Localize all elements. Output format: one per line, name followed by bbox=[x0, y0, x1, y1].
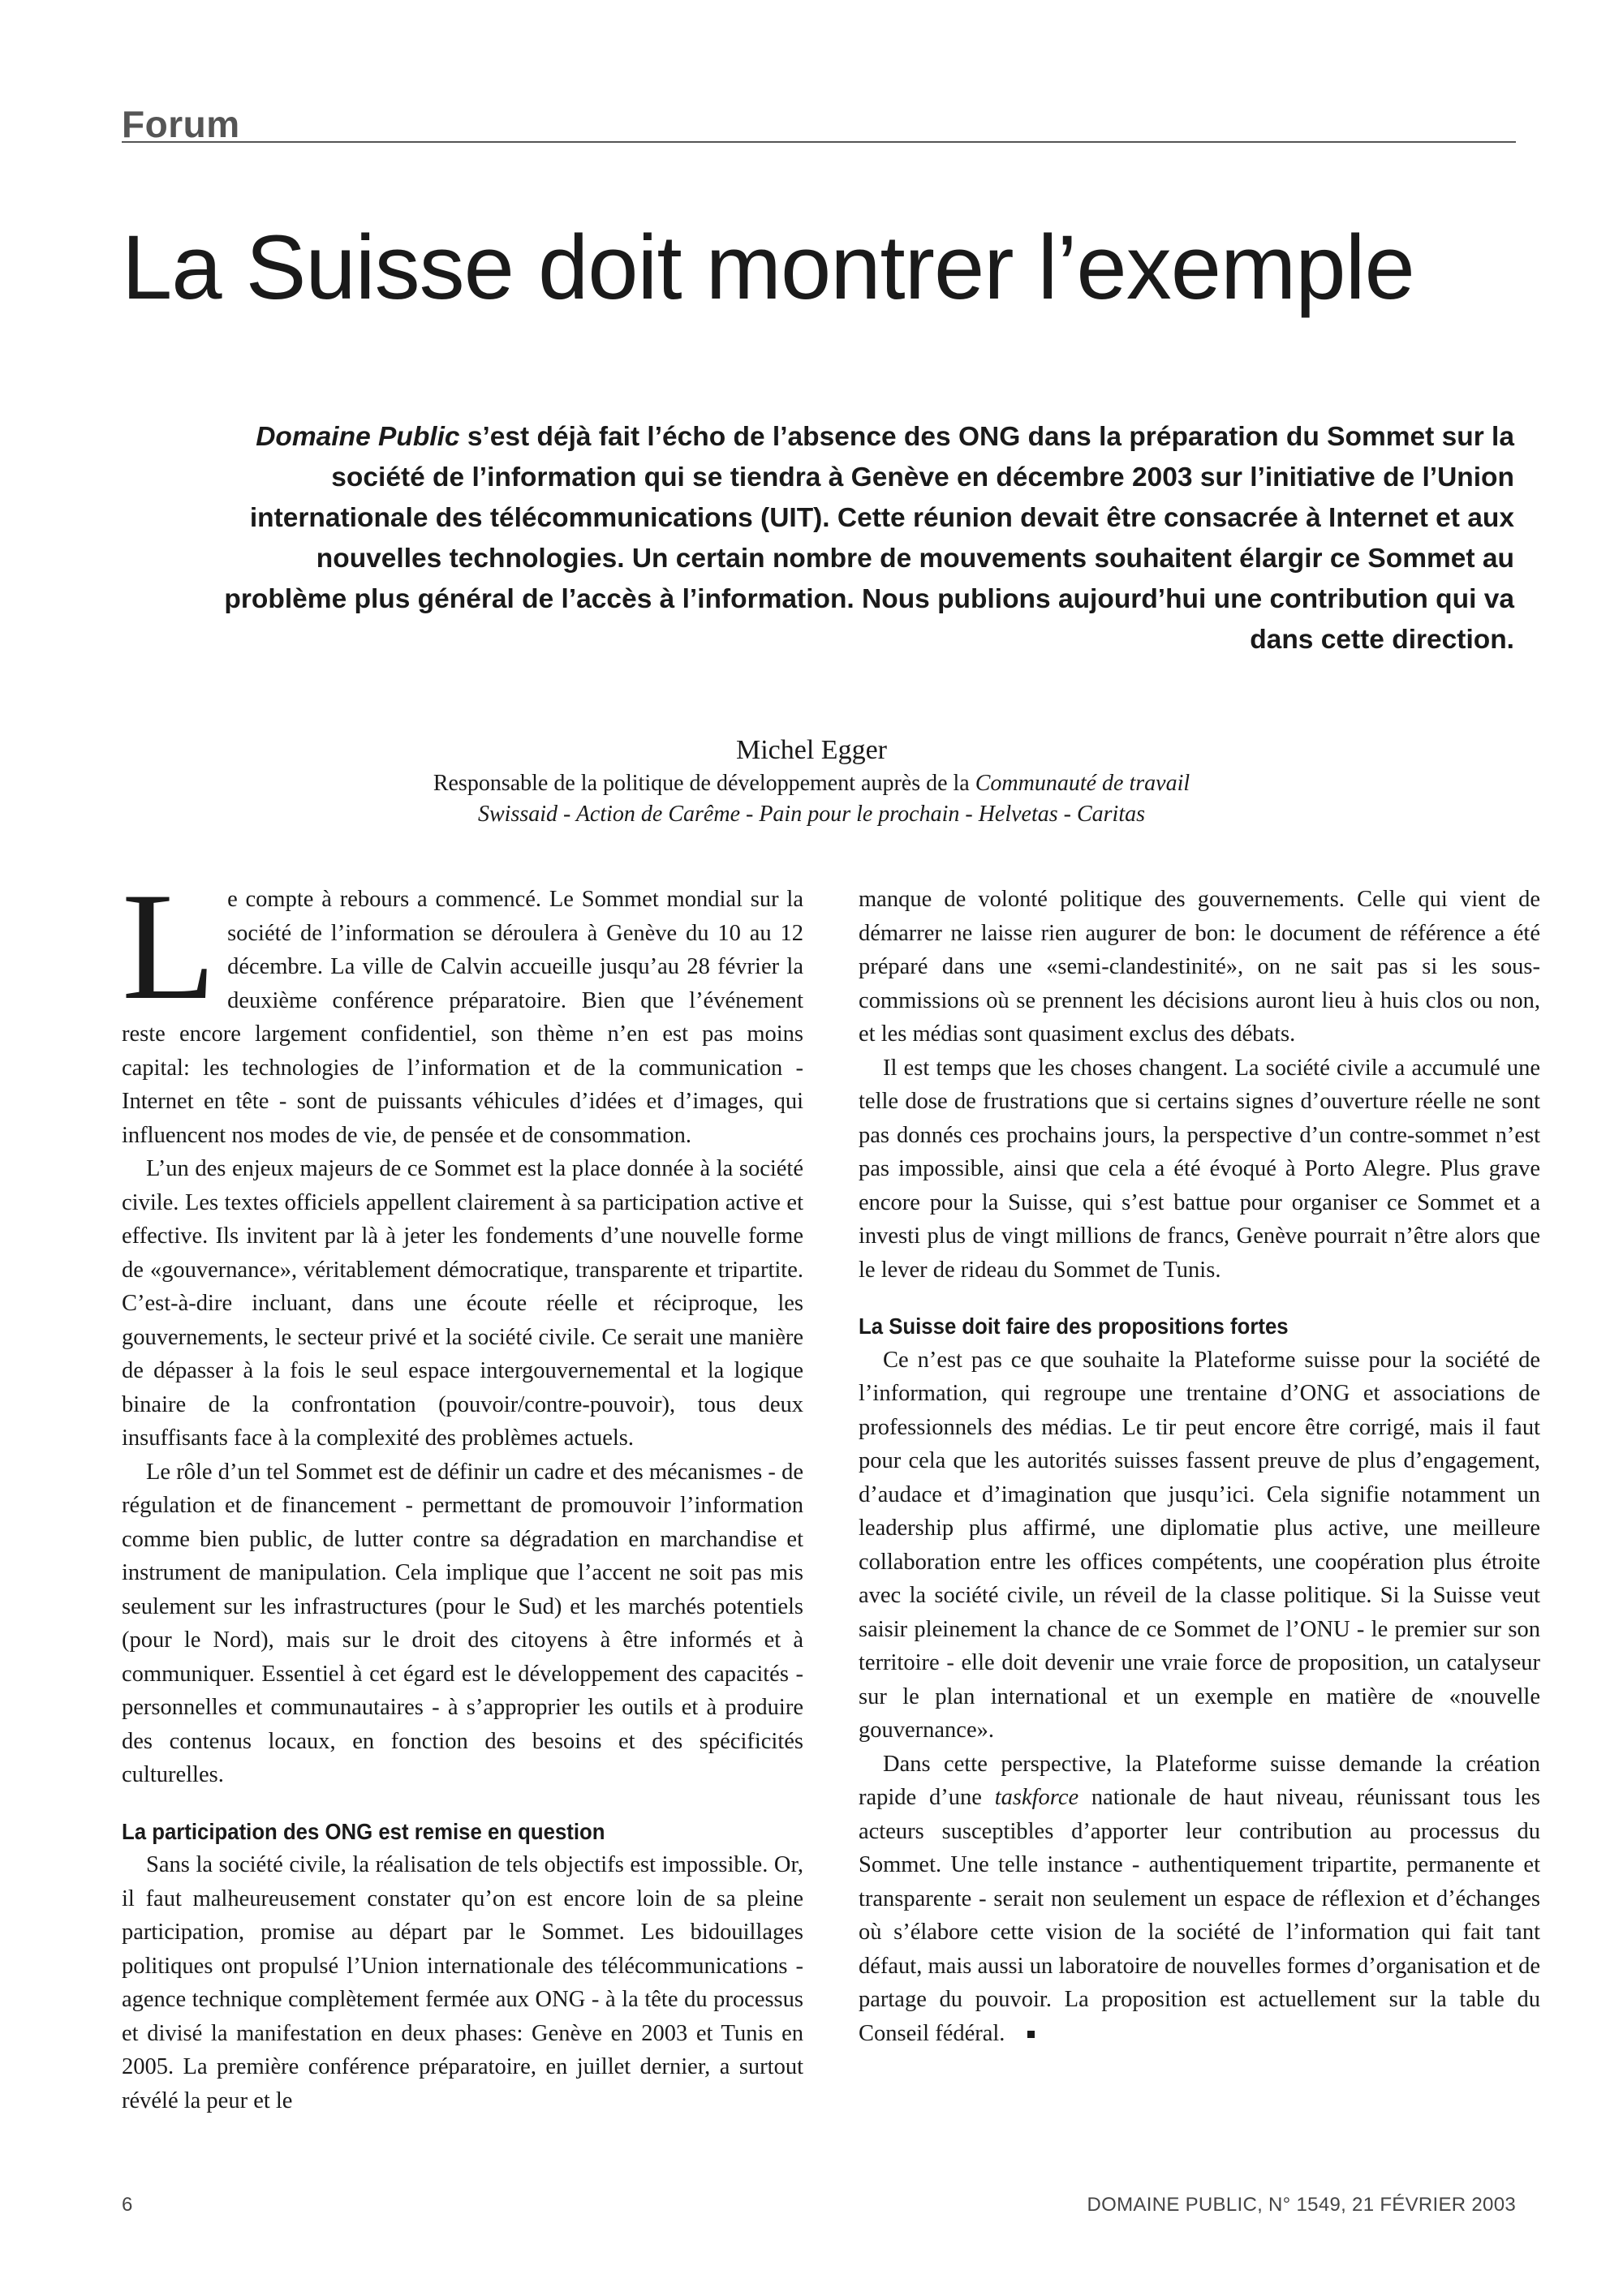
author-role-prefix: Responsable de la politique de développement auprès de la bbox=[433, 771, 975, 796]
section-divider bbox=[122, 141, 1516, 143]
paragraph-text: nationale de haut niveau, réunissant tous les acteurs susceptibles d’apporter leur contribution au processus du Sommet. Une telle instance - authentiquement tripartite, permanente et transparente - serait non seulement un espace de réflexion et d’échanges où s’élabore cette vision de la société de l’information qui fait tant défaut, mais aussi un laboratoire de nouvelles formes d’organisation et de partage du pouvoir. La proposition est actuellement sur la table du Conseil fédéral. bbox=[859, 1785, 1540, 2046]
body-column-right bbox=[859, 883, 1540, 2050]
author-organization: Communauté de travail bbox=[975, 771, 1190, 796]
body-paragraph: Il est temps que les choses changent. La société civile a accumulé une telle dose de frustrations que si certains signes d’ouverture réelle ne sont pas donnés ces prochains jours, la perspective d’un contre-sommet n’est pas impossible, ainsi que cela a été évoqué à Porto Alegre. Plus grave encore pour la Suisse, qui s’est battue pour organiser ce Sommet et a investi plus de vingt millions de francs, Genève pourrait n’être alors que le lever de rideau du Sommet de Tunis. bbox=[859, 1055, 1540, 1283]
section-label: Forum bbox=[122, 103, 240, 145]
body-column-left bbox=[122, 862, 803, 2118]
body-paragraph: L’un des enjeux majeurs de ce Sommet est la place donnée à la société civile. Les textes officiels appellent clairement à sa participation active et effective. Ils invitent par là à jeter les fondements d’une nouvelle forme de «gouvernance», véritablement démocratique, transparente et tripartite. C’est-à-dire incluant, dans une écoute réelle et réciproque, les gouvernements, le secteur privé et la société civile. Ce serait une manière de dépasser à la fois le seul espace intergouvernemental et la logique binaire de la confrontation (pouvoir/contre-pouvoir), tous deux insuffisants face à la complexité des problèmes actuels. bbox=[122, 1156, 803, 1451]
body-paragraph bbox=[122, 862, 803, 1152]
end-of-article-mark bbox=[1027, 2031, 1035, 2038]
subheading: La participation des ONG est remise en question bbox=[122, 1818, 605, 1844]
drop-cap: L bbox=[122, 862, 217, 1032]
article-lead bbox=[187, 417, 1514, 660]
body-paragraph bbox=[859, 1748, 1540, 2051]
article-headline: La Suisse doit montrer l’exemple bbox=[122, 217, 1414, 318]
issue-info: DOMAINE PUBLIC, N° 1549, 21 FÉVRIER 2003 bbox=[1087, 2194, 1516, 2216]
author-role bbox=[325, 768, 1298, 799]
paragraph-text: e compte à rebours a commencé. Le Sommet mondial sur la société de l’information se déroulera à Genève du 10 au 12 décembre. La ville de Calvin accueille jusqu’au 28 février la deuxième conférence préparatoire. Bien que l’événement reste encore largement confidentiel, son thème n’en est pas moins capital: les technologies de l’information et de la communication - Internet en tête - sont de puissants véhicules d’idées et d’images, qui influencent nos modes de vie, de pensée et de consommation. bbox=[122, 887, 803, 1148]
organization-members: Swissaid - Action de Carême - Pain pour le prochain - Helvetas - Caritas bbox=[477, 802, 1146, 827]
body-paragraph: Ce n’est pas ce que souhaite la Plateforme suisse pour la société de l’information, qui regroupe une trentaine d’ONG et associations de professionnels des médias. Le tir peut encore être corrigé, mais il faut pour cela que les autorités suisses fassent preuve de plus d’engagement, d’audace et d’imagination que jusqu’ici. Cela signifie notamment un leadership plus affirmé, une diplomatie plus active, une meilleure collaboration entre les offices compétents, une coopération plus étroite avec la société civile, un réveil de la classe politique. Si la Suisse veut saisir pleinement la chance de ce Sommet de l’ONU - le premier sur son territoire - elle doit devenir une vraie force de proposition, un catalyseur sur le plan international et un exemple en matière de «nouvelle gouvernance». bbox=[859, 1347, 1540, 1743]
body-paragraph: manque de volonté politique des gouvernements. Celle qui vient de démarrer ne laisse rien augurer de bon: le document de référence a été préparé dans une «semi-clandestinité», on ne sait pas si les sous-commissions où se prennent les décisions auront lieu à huis clos ou non, et les médias sont quasiment exclus des débats. bbox=[859, 887, 1540, 1047]
subheading: La Suisse doit faire des propositions fortes bbox=[859, 1314, 1289, 1339]
byline bbox=[325, 733, 1298, 830]
page-number: 6 bbox=[122, 2194, 133, 2216]
lead-text: s’est déjà fait l’écho de l’absence des ONG dans la préparation du Sommet sur la société de l’information qui se tiendra à Genève en décembre 2003 sur l’initiative de l’Union internationale des télécommunications (UIT). Cette réunion devait être consacrée à Internet et aux nouvelles technologies. Un certain nombre de mouvements souhaitent élargir ce Sommet au problème plus général de l’accès à l’information. Nous publions aujourd’hui une contribution qui va dans cette direction. bbox=[224, 422, 1514, 655]
paragraph-text: Dans cette perspective, la Plateforme suisse demande la création rapide d’une bbox=[859, 1751, 1540, 1810]
body-paragraph: Sans la société civile, la réalisation de tels objectifs est impossible. Or, il faut malheureusement constater qu’on est encore loin de sa pleine participation, promise au départ par le Sommet. Les bidouillages politiques ont propulsé l’Union internationale des télécommunications - agence technique complètement fermée aux ONG - à la tête du processus et divisé la manifestation en deux phases: Genève en 2003 et Tunis en 2005. La première conférence préparatoire, en juillet dernier, a surtout révélé la peur et le bbox=[122, 1852, 803, 2113]
body-paragraph: Le rôle d’un tel Sommet est de définir un cadre et des mécanismes - de régulation et de financement - permettant de promouvoir l’information comme bien public, de lutter contre sa dégradation en marchandise et instrument de manipulation. Cela implique que l’accent ne soit pas mis seulement sur les infrastructures (pour le Sud) et les marchés potentiels (pour le Nord), mais sur le droit des citoyens à être informés et à communiquer. Essentiel à cet égard est le développement des capacités - personnelles et communautaires - à s’approprier les outils et à produire des contenus locaux, en fonction des besoins et des spécificités culturelles. bbox=[122, 1459, 803, 1787]
author-name: Michel Egger bbox=[736, 735, 887, 765]
author-organization-members bbox=[325, 799, 1298, 830]
paragraph-emphasis: taskforce bbox=[994, 1785, 1079, 1810]
lead-publication-name: Domaine Public bbox=[256, 422, 460, 452]
